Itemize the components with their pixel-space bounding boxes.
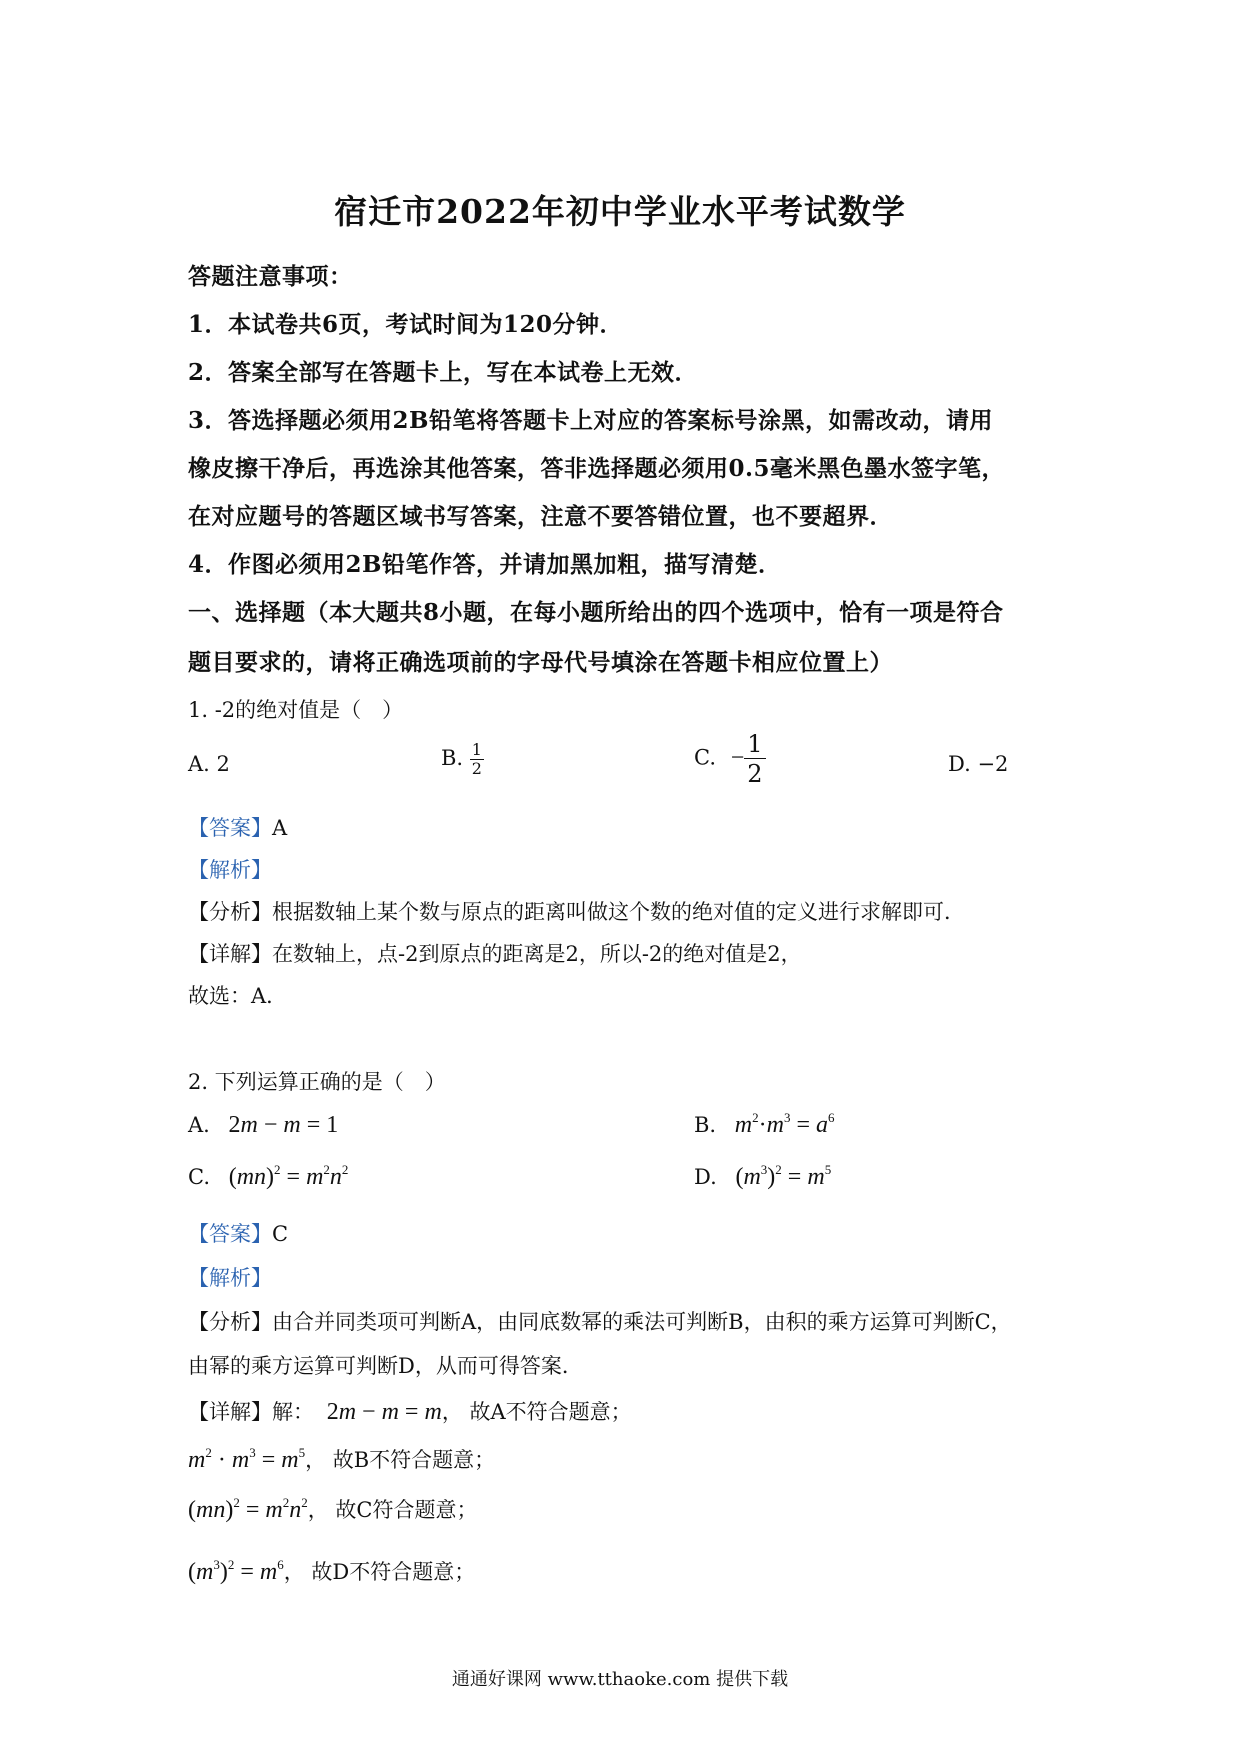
q2-step-c-expression: $(mn)^2 = m^2n^2$ — [188, 1495, 308, 1523]
q2-step-b-conclusion: ， 故B不符合题意； — [305, 1448, 496, 1472]
notice-item-3-cont1: 橡皮擦干净后，再选涂其他答案，答非选择题必须用0.5毫米黑色墨水签字笔， — [188, 455, 1006, 482]
fraction-denominator: 2 — [747, 760, 763, 788]
q1-option-b — [441, 742, 484, 777]
q2-option-c-expression: $(mn)^2 = m^2n^2$ — [228, 1162, 349, 1190]
q2-step-a-conclusion: ， 故A不符合题意； — [441, 1400, 632, 1424]
fenxi-text: 根据数轴上某个数与原点的距离叫做这个数的绝对值的定义进行求解即可． — [272, 900, 965, 924]
q2-option-a — [188, 1112, 338, 1139]
q2-option-a-expression: 2m − m = 1 — [228, 1112, 339, 1138]
xiangjie-prefix: 解： — [272, 1400, 314, 1424]
q2-xiangjie-b — [188, 1444, 495, 1474]
q2-option-c — [188, 1164, 348, 1191]
section-heading-line2: 题目要求的，请将正确选项前的字母代号填涂在答题卡相应位置上） — [188, 649, 893, 676]
notice-item-2: 2．答案全部写在答题卡上，写在本试卷上无效． — [188, 359, 699, 386]
fraction-denominator: 2 — [471, 759, 482, 778]
q1-choose: 故选：A． — [188, 984, 288, 1008]
q2-stem: 2. 下列运算正确的是（ ） — [188, 1070, 446, 1094]
page-title: 宿迁市2022年初中学业水平考试数学 — [334, 192, 906, 231]
q1-option-c-sign: − — [730, 744, 745, 771]
q2-step-b-expression: $m^2 \cdot m^3 = m^5$ — [188, 1445, 306, 1473]
fraction-numerator: 1 — [744, 732, 765, 759]
fraction-numerator: 1 — [471, 740, 482, 759]
q1-option-b-fraction — [470, 742, 484, 777]
fenxi-text: 由合并同类项可判断A，由同底数幂的乘法可判断B，由积的乘方运算可判断C， — [272, 1310, 1012, 1334]
q2-option-d — [694, 1164, 831, 1191]
q2-option-d-label: D. — [694, 1165, 717, 1189]
q2-option-d-expression: $(m^3)^2 = m^5$ — [735, 1162, 832, 1190]
q2-answer — [188, 1218, 288, 1248]
answer-value: A — [272, 816, 288, 840]
xiangjie-text: 在数轴上，点-2到原点的距离是2，所以-2的绝对值是2， — [272, 942, 802, 966]
q2-analysis-tag: 【解析】 — [188, 1266, 272, 1290]
xiangjie-tag: 【详解】 — [188, 942, 272, 966]
q2-option-b-label: B. — [694, 1113, 717, 1137]
q2-option-a-label: A. — [188, 1113, 210, 1137]
q2-step-c-conclusion: ， 故C符合题意； — [307, 1498, 478, 1522]
q1-option-d: D. −2 — [948, 752, 1009, 776]
q2-step-d-expression: $(m^3)^2 = m^6$ — [188, 1557, 284, 1585]
q2-xiangjie-a — [188, 1396, 632, 1426]
q2-xiangjie-c — [188, 1494, 477, 1524]
q1-option-c-label: C. — [694, 745, 716, 770]
notice-item-3-cont2: 在对应题号的答题区域书写答案，注意不要答错位置，也不要超界． — [188, 503, 893, 530]
q1-stem: 1. -2的绝对值是（ ） — [188, 698, 404, 722]
q2-fenxi-line2: 由幂的乘方运算可判断D，从而可得答案． — [188, 1354, 583, 1378]
q2-option-c-label: C. — [188, 1165, 210, 1189]
q1-fenxi — [188, 896, 965, 926]
answer-tag: 【答案】 — [188, 1222, 272, 1246]
answer-tag: 【答案】 — [188, 816, 272, 840]
q1-option-b-label: B. — [441, 746, 464, 770]
notice-heading: 答题注意事项： — [188, 263, 353, 290]
q2-fenxi-line1 — [188, 1306, 1012, 1336]
q2-xiangjie-d — [188, 1556, 475, 1586]
q1-analysis-tag: 【解析】 — [188, 858, 272, 882]
notice-item-1: 1．本试卷共6页，考试时间为120分钟． — [188, 311, 624, 338]
q1-answer — [188, 812, 287, 842]
fenxi-tag: 【分析】 — [188, 900, 272, 924]
q1-option-c — [694, 732, 766, 786]
q2-step-d-conclusion: ， 故D不符合题意； — [283, 1560, 476, 1584]
q1-option-a: A. 2 — [188, 752, 230, 776]
fenxi-tag: 【分析】 — [188, 1310, 272, 1334]
notice-item-3: 3．答选择题必须用2B铅笔将答题卡上对应的答案标号涂黑，如需改动，请用 — [188, 407, 993, 434]
q2-step-a-expression: 2m − m = m — [326, 1399, 442, 1425]
xiangjie-tag: 【详解】 — [188, 1400, 272, 1424]
q1-option-c-fraction — [744, 732, 765, 786]
section-heading-line1: 一、选择题（本大题共8小题，在每小题所给出的四个选项中，恰有一项是符合 — [188, 599, 1004, 626]
q1-xiangjie — [188, 938, 802, 968]
q2-option-b — [694, 1112, 835, 1139]
footer-source: 通通好课网 www.tthaoke.com 提供下载 — [451, 1669, 789, 1690]
notice-item-4: 4．作图必须用2B铅笔作答，并请加黑加粗，描写清楚． — [188, 551, 782, 578]
q2-option-b-expression: $m^2\cdot m^3 = a^6$ — [734, 1110, 835, 1138]
answer-value: C — [272, 1222, 289, 1246]
